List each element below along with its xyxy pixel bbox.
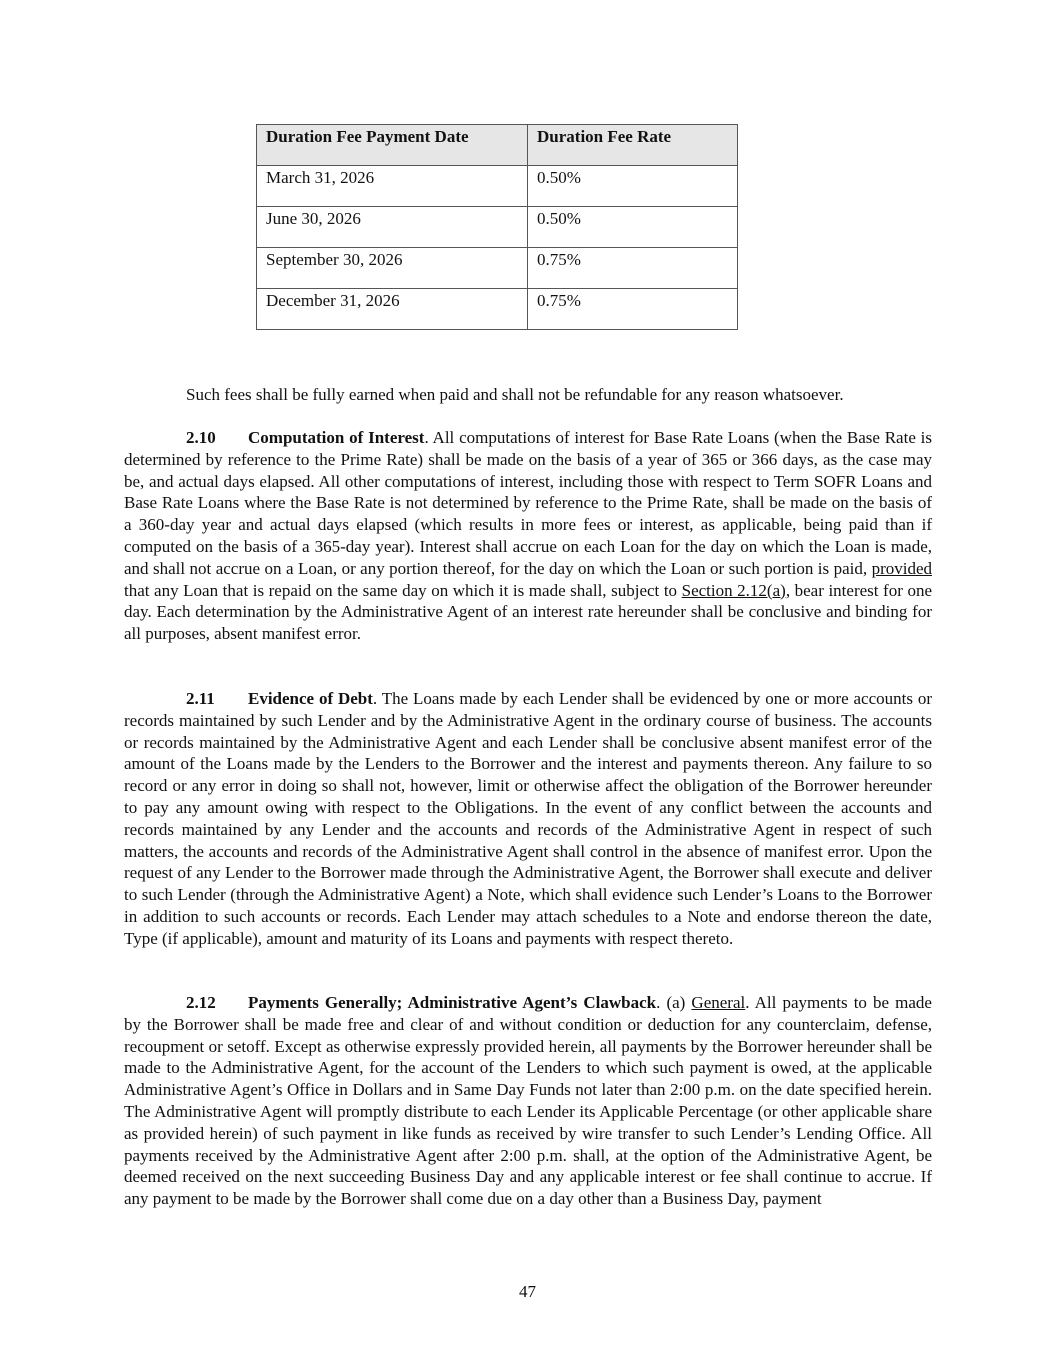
table-row — [257, 248, 738, 289]
section-number: 2.12 — [186, 993, 216, 1012]
provided-term: provided — [871, 558, 932, 578]
section-text: . All payments to be made by the Borrower shall be made free and clear of and without condition or deduction for any counterclaim, defense, recoupment or setoff. Except as otherwise expressly provided herein, all payments by the Borrower hereunder shall be made to the Administrative Agent, for the account of the Lenders to which such payment is owed, at the applicable Administrative Agent’s Office in Dollars and in Same Day Funds not later than 2:00 p.m. on the date specified herein. The Administrative Agent will promptly distribute to each Lender its Applicable Percentage (or other applicable share as provided herein) of such payment in like funds as received by wire transfer to such Lender’s Lending Office. All payments received by the Administrative Agent after 2:00 p.m. shall, at the option of the Administrative Agent, be deemed received on the next succeeding Business Day and any applicable interest or fee shall continue to accrue. If any payment to be made by the Borrower shall come due on a day other than a Business Day, payment — [124, 993, 932, 1209]
section-2-11 — [124, 688, 932, 950]
payment-date-cell: September 30, 2026 — [257, 248, 528, 289]
header-payment-date: Duration Fee Payment Date — [257, 125, 528, 166]
section-title: Computation of Interest — [248, 428, 425, 447]
section-text: . All computations of interest for Base Rate Loans (when the Base Rate is determined by reference to the Prime Rate) shall be made on the basis of a year of 365 or 366 days, as the case may be, and actual days elapsed. All other computations of interest, including those with respect to Term SOFR Loans and Base Rate Loans where the Base Rate is not determined by reference to the Prime Rate, shall be made on the basis of a 360-day year and actual days elapsed (which results in more fees or interest, as applicable, being paid than if computed on the basis of a 365-day year). Interest shall accrue on each Loan for the day on which the Loan is made, and shall not accrue on a Loan, or any portion thereof, for the day on which the Loan or such portion is paid, — [124, 428, 932, 578]
fee-rate-cell: 0.50% — [528, 207, 738, 248]
section-number: 2.11 — [186, 689, 215, 708]
section-number: 2.10 — [186, 428, 216, 447]
section-text: that any Loan that is repaid on the same day on which it is made shall, subject to — [124, 580, 682, 600]
section-reference-link: Section 2.12(a) — [681, 580, 786, 600]
section-2-12 — [124, 992, 932, 1210]
section-text: . The Loans made by each Lender shall be evidenced by one or more accounts or records maintained by such Lender and by the Administrative Agent in the ordinary course of business. The accounts or records maintained by the Administrative Agent and each Lender shall be conclusive absent manifest error of the amount of the Loans made by the Lenders to the Borrower and the interest and payments thereon. Any failure to so record or any error in doing so shall not, however, limit or otherwise affect the obligation of the Borrower hereunder to pay any amount owing with respect to the Obligations. In the event of any conflict between the accounts and records maintained by any Lender and the accounts and records of the Administrative Agent in respect of such matters, the accounts and records of the Administrative Agent shall control in the absence of manifest error. Upon the request of any Lender to the Borrower made through the Administrative Agent, the Borrower shall execute and deliver to such Lender (through the Administrative Agent) a Note, which shall evidence such Lender’s Loans to the Borrower in addition to such accounts or records. Each Lender may attach schedules to a Note and endorse thereon the date, Type (if applicable), amount and maturity of its Loans and payments with respect thereto. — [124, 689, 932, 948]
payment-date-cell: March 31, 2026 — [257, 166, 528, 207]
payment-date-cell: June 30, 2026 — [257, 207, 528, 248]
table-row — [257, 289, 738, 330]
table-header-row — [257, 125, 738, 166]
duration-fee-table — [256, 124, 738, 330]
section-title: Payments Generally; Administrative Agent’s Clawback — [248, 993, 657, 1012]
subsection-title: General — [691, 993, 746, 1012]
section-text: , bear interest for one day. Each determination by the Administrative Agent of an interest rate hereunder shall be conclusive and binding for all purposes, absent manifest error. — [124, 580, 932, 644]
section-title: Evidence of Debt — [248, 689, 373, 708]
header-fee-rate: Duration Fee Rate — [528, 125, 738, 166]
page-number: 47 — [519, 1282, 536, 1301]
section-2-10 — [124, 427, 932, 645]
fee-rate-cell: 0.50% — [528, 166, 738, 207]
section-text: . (a) — [656, 993, 692, 1012]
fees-note: Such fees shall be fully earned when paid and shall not be refundable for any reason whatsoever. — [186, 385, 844, 404]
payment-date-cell: December 31, 2026 — [257, 289, 528, 330]
table-row — [257, 207, 738, 248]
fee-rate-cell: 0.75% — [528, 248, 738, 289]
table-row — [257, 166, 738, 207]
fee-rate-cell: 0.75% — [528, 289, 738, 330]
